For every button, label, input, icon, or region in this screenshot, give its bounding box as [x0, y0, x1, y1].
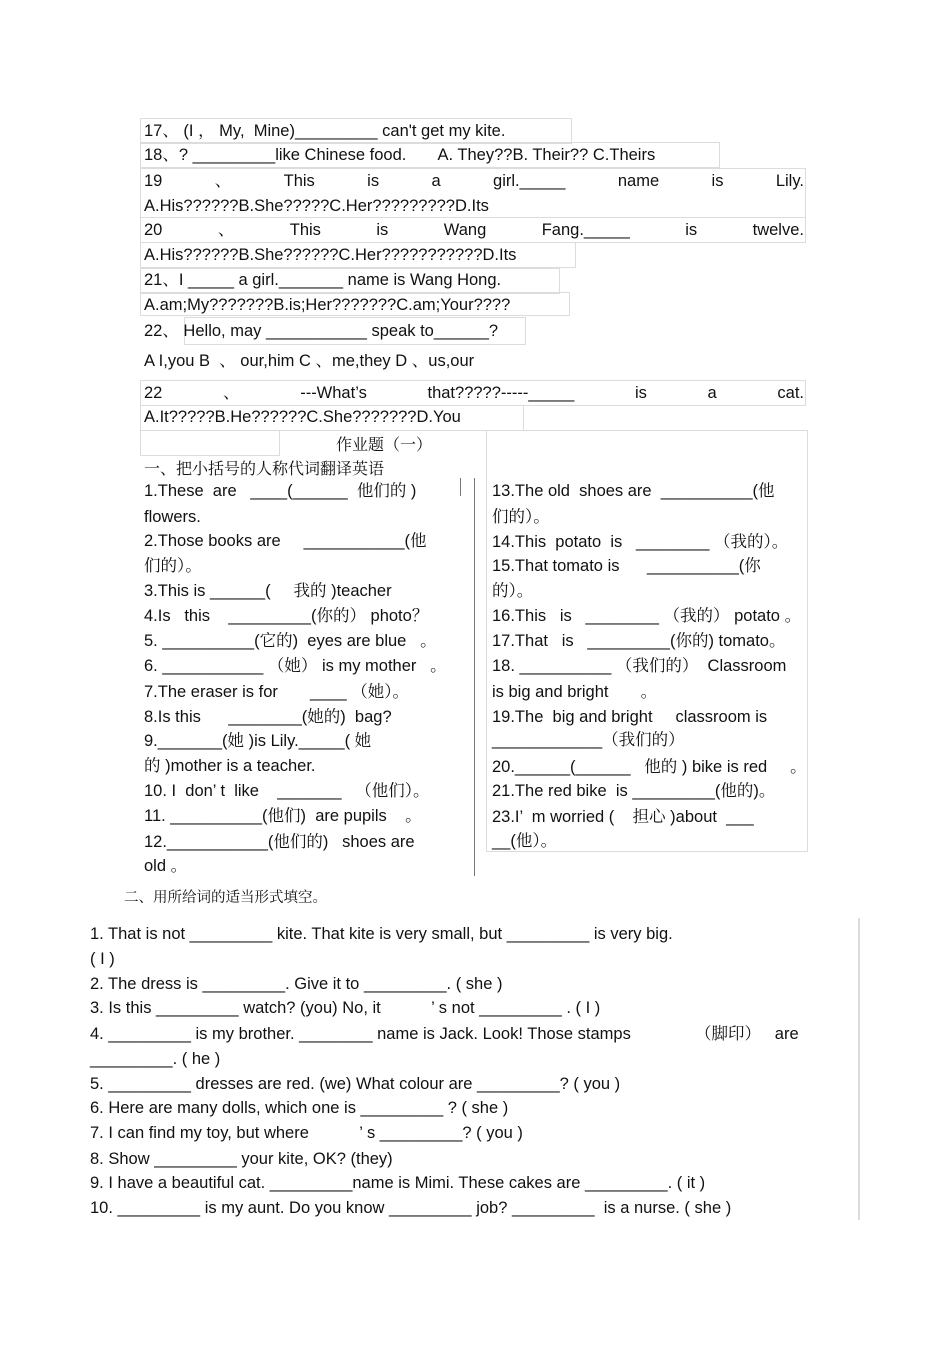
- section2-line: 10. _________ is my aunt. Do you know _________ job? _________ is a nurse. ( she ): [90, 1199, 732, 1217]
- right-line: 19.The big and bright classroom is: [492, 708, 768, 726]
- q20-word: 20: [144, 221, 163, 239]
- frame-box: [140, 430, 280, 456]
- left-line: 8.Is this ________(她的) bag?: [144, 708, 392, 726]
- question-19: [144, 171, 804, 191]
- q19-word: name: [617, 172, 660, 190]
- left-line: flowers.: [144, 508, 201, 526]
- q19-word: 19: [144, 172, 163, 190]
- right-line: ____________（我们的）: [492, 731, 685, 749]
- q20-word: twelve.: [752, 221, 804, 239]
- right-line: 的）。: [492, 582, 534, 600]
- question-22: 22、 Hello, may ___________ speak to______?: [144, 322, 499, 340]
- question-21-options: A.am;My???????B.is;Her???????C.am;Your????: [144, 296, 511, 314]
- question-21: 21、I _____ a girl._______ name is Wang Hong.: [144, 271, 502, 289]
- question-18: 18、? _________like Chinese food. A. They??B. Their?? C.Theirs: [144, 146, 656, 164]
- q20-word: is: [376, 221, 389, 239]
- q20-word: 、: [217, 221, 235, 239]
- section2-title: 二、用所给词的适当形式填空。: [124, 890, 327, 906]
- q22b-word: cat.: [777, 384, 804, 402]
- section2-line: 4. _________ is my brother. ________ name is Jack. Look! Those stamps （脚印） are: [90, 1025, 799, 1043]
- left-line: old 。: [144, 857, 188, 875]
- left-line: 5. __________(它的) eyes are blue 。: [144, 632, 437, 650]
- question-20-options: A.His??????B.She??????C.Her???????????D.Its: [144, 246, 517, 264]
- question-22-options: A I,you B 、 our,him C 、me,they D 、us,our: [144, 352, 475, 370]
- right-line: 18. __________ （我们的） Classroom: [492, 657, 787, 675]
- left-line: 7.The eraser is for ____ （她）。: [144, 683, 410, 701]
- q20-word: is: [685, 221, 698, 239]
- right-line: 15.That tomato is __________(你: [492, 557, 761, 575]
- q20-word: This: [289, 221, 321, 239]
- right-line: 13.The old shoes are __________(他: [492, 482, 775, 500]
- q19-word: is: [711, 172, 724, 190]
- left-line: 12.___________(他们的) shoes are: [144, 833, 415, 851]
- q19-word: is: [367, 172, 380, 190]
- question-22b: [144, 383, 804, 403]
- q19-word: a: [431, 172, 441, 190]
- section2-line: 7. I can find my toy, but where ’ s _________? ( you ): [90, 1124, 523, 1142]
- q19-word: This: [283, 172, 315, 190]
- left-line: 3.This is ______( 我的 )teacher: [144, 582, 392, 600]
- left-line: 9._______(她 )is Lily._____( 她: [144, 732, 372, 750]
- right-line: 21.The red bike is _________(他的)。: [492, 782, 776, 800]
- right-line: 20.______(______ 他的 ) bike is red 。: [492, 758, 807, 776]
- q22b-word: a: [707, 384, 717, 402]
- right-line: is big and bright 。: [492, 683, 658, 701]
- section2-line: 5. _________ dresses are red. (we) What colour are _________? ( you ): [90, 1075, 621, 1093]
- section2-line: 1. That is not _________ kite. That kite is very small, but _________ is very big.: [90, 925, 673, 943]
- q19-word: 、: [214, 172, 232, 190]
- q22b-word: ---What’s: [300, 384, 367, 402]
- q20-word: Wang: [443, 221, 487, 239]
- column-divider: [474, 478, 475, 876]
- left-line: 2.Those books are ___________(他: [144, 532, 427, 550]
- q22b-word: 、: [223, 384, 240, 402]
- section2-line: 3. Is this _________ watch? (you) No, it ’ s not _________ . ( I ): [90, 999, 601, 1017]
- section2-line: _________. ( he ): [90, 1050, 221, 1068]
- q22b-word: that?????-----_____: [427, 384, 575, 402]
- right-line: 17.That is _________(你的) tomato。: [492, 632, 786, 650]
- right-line: __(他）。: [492, 832, 558, 850]
- right-line: 们的）。: [492, 508, 550, 526]
- question-17: 17、 (I ， My, Mine)_________ can't get my kite.: [144, 122, 506, 140]
- frame-box: [858, 918, 860, 1220]
- right-line: 16.This is ________ （我的） potato 。: [492, 607, 802, 625]
- question-22b-options: A.It?????B.He??????C.She???????D.You: [144, 408, 461, 426]
- left-line: 4.Is this _________(你的） photo？: [144, 607, 429, 625]
- section2-line: 6. Here are many dolls, which one is _________ ? ( she ): [90, 1099, 509, 1117]
- q20-word: Fang._____: [541, 221, 630, 239]
- left-line: 1.These are ____(______ 他们的 ): [144, 482, 417, 500]
- section1-title: 一、把小括号的人称代词翻译英语: [144, 459, 385, 478]
- section2-line: ( I ): [90, 950, 115, 968]
- left-line: 11. __________(他们) are pupils 。: [144, 807, 422, 825]
- question-20: [144, 220, 804, 240]
- right-line: 23.I’ m worried ( 担心 )about ___: [492, 808, 754, 826]
- section2-line: 9. I have a beautiful cat. _________name is Mimi. These cakes are _________. ( it ): [90, 1174, 706, 1192]
- column-divider: [460, 478, 461, 496]
- left-line: 的 )mother is a teacher.: [144, 757, 316, 775]
- q22b-word: 22: [144, 384, 163, 402]
- left-line: 们的）。: [144, 557, 202, 575]
- left-line: 10. I don’ t like _______ （他们）。: [144, 782, 430, 800]
- question-19-options: A.His??????B.She?????C.Her?????????D.Its: [144, 197, 489, 215]
- homework-title: 作业题（一）: [336, 435, 433, 454]
- q19-word: girl._____: [493, 172, 566, 190]
- q22b-word: is: [634, 384, 647, 402]
- section2-line: 2. The dress is _________. Give it to _________. ( she ): [90, 975, 503, 993]
- left-line: 6. ___________ （她） is my mother 。: [144, 657, 447, 675]
- right-line: 14.This potato is ________ （我的）。: [492, 533, 789, 551]
- q19-word: Lily.: [775, 172, 804, 190]
- section2-line: 8. Show _________ your kite, OK? (they): [90, 1150, 393, 1168]
